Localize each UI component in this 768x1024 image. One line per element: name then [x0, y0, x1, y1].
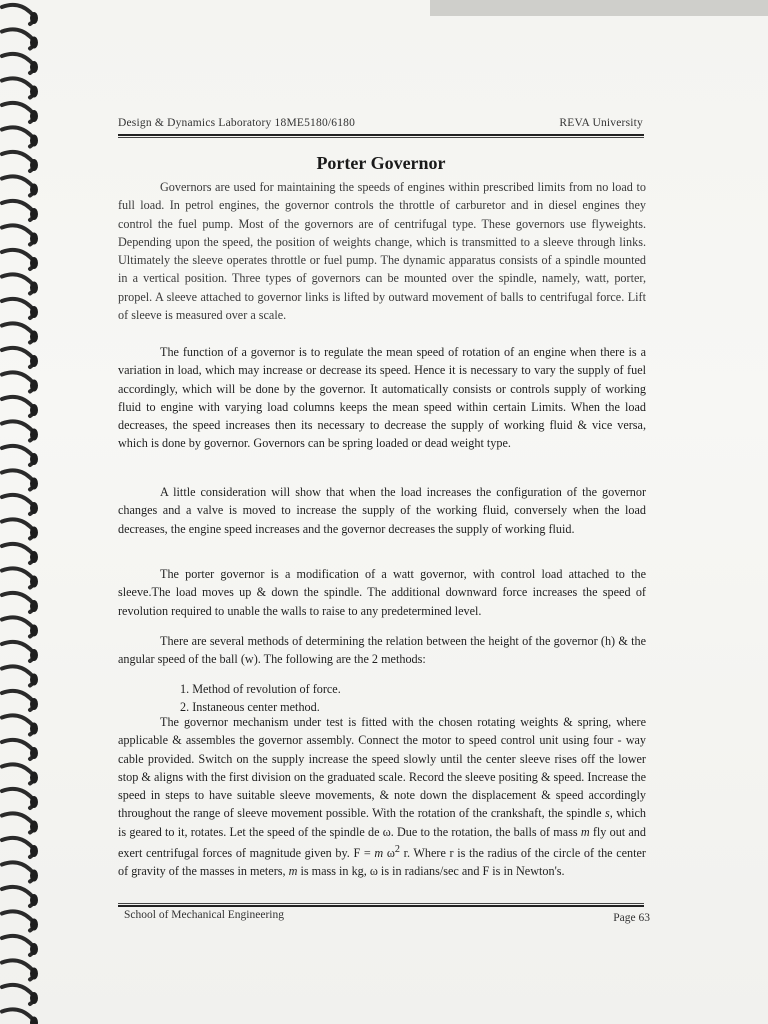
binding-hole	[30, 698, 38, 710]
binding-hole	[30, 845, 38, 857]
superscript-2: 2	[394, 844, 400, 856]
binding-coil	[2, 568, 34, 587]
procedure-text-part: fly out and exert centrifugal forces of magnitude given by. F =	[118, 824, 646, 861]
paragraph-consideration-text: A little consideration will show that when the load increases the configuration of the governor changes and a valve is moved to increase the supply of the working fluid, conversely when the load decreases, the engine speed increases and the governor decreases the supply of working fluid.	[118, 485, 646, 536]
binding-hole	[30, 478, 38, 490]
binding-coil	[2, 495, 34, 514]
binding-hole	[30, 870, 38, 882]
binding-coil	[2, 862, 34, 881]
paragraph-porter	[118, 565, 646, 620]
binding-hole	[30, 12, 38, 24]
binding-coil	[2, 1009, 34, 1024]
paragraph-porter-text: The porter governor is a modification of a watt governor, with control load attached to the sleeve.The load moves up & down the spindle. The additional downward force increases the speed of revolution required to unable the walls to raise to any predetermined level.	[118, 567, 646, 618]
paragraph-procedure	[118, 713, 646, 881]
paragraph-methods-intro-text: There are several methods of determining the relation between the height of the governor (h) & the angular speed of the ball (w). The following are the 2 methods:	[118, 634, 646, 667]
spiral-binding	[0, 0, 60, 1024]
binding-hole	[30, 135, 38, 147]
binding-coil	[2, 544, 34, 563]
binding-hole	[30, 943, 38, 955]
binding-hole	[30, 919, 38, 931]
binding-coil	[2, 593, 34, 612]
binding-coil	[2, 5, 34, 24]
paragraph-methods-intro	[118, 632, 646, 669]
binding-hole	[30, 282, 38, 294]
binding-coil	[2, 323, 34, 342]
binding-coil	[2, 642, 34, 661]
binding-hole	[30, 968, 38, 980]
binding-coil	[2, 691, 34, 710]
footer-left-text: School of Mechanical Engineering	[124, 909, 284, 921]
binding-coil	[2, 421, 34, 440]
list-item: 1. Method of revolution of force.	[180, 682, 341, 696]
symbol-m: m	[288, 864, 298, 879]
methods-list	[180, 680, 341, 717]
procedure-text-part: The governor mechanism under test is fitted with the chosen rotating weights & spring, where applicable & assembles the governor assembly. Connect the motor to speed control unit using four - way cable provided. Switch on the supply increase the speed slowly until the center sleeve rises off the lower stop & aligns with the first division on the graduated scale. Record the sleeve positing & speed. Increase the speed in steps to have suitable sleeve movements, & note down the displacement & speed accordingly throughout the range of sleeve movement possible. With the rotation of the crankshaft, the spindle	[118, 715, 646, 821]
binding-coil	[2, 666, 34, 685]
list-item: 2. Instaneous center method.	[180, 700, 320, 715]
binding-hole	[30, 86, 38, 98]
binding-hole	[30, 625, 38, 637]
binding-hole	[30, 747, 38, 759]
binding-coil	[2, 299, 34, 318]
binding-hole	[30, 355, 38, 367]
binding-coil	[2, 617, 34, 636]
paragraph-intro-text: Governors are used for maintaining the speeds of engines within prescribed limits from no load to full load. In petrol engines, the governor controls the throttle of carburetor and in diesel engines they control the fuel pump. Most of the governors are of centrifugal type. These governors use flyweights. Depending upon the speed, the position of weights change, which is transmitted to a sleeve through links. Ultimately the sleeve operates throttle or fuel pump. The dynamic apparatus consists of a spindle mounted in a vertical position. Three types of governors can be mounted over the spindle, namely, watt, porter, propel. A sleeve attached to governor links is lifted by outward movement of balls to centrifugal force. Lift of sleeve is measured over a scale.	[118, 180, 646, 323]
procedure-text-part: is mass in kg, ω is in radians/sec and F is in Newton's.	[297, 864, 565, 879]
paragraph-consideration	[118, 483, 646, 538]
binding-hole	[30, 821, 38, 833]
binding-hole	[30, 502, 38, 514]
binding-hole	[30, 772, 38, 784]
binding-coil	[2, 78, 34, 97]
page-title: Porter Governor	[316, 153, 446, 173]
binding-hole	[30, 674, 38, 686]
symbol-omega: ω	[383, 846, 395, 861]
binding-hole	[30, 233, 38, 245]
binding-coil	[2, 54, 34, 73]
binding-hole	[30, 257, 38, 269]
binding-coil	[2, 397, 34, 416]
binding-hole	[30, 600, 38, 612]
binding-hole	[30, 527, 38, 539]
binding-hole	[30, 723, 38, 735]
binding-hole	[30, 796, 38, 808]
binding-coil	[2, 764, 34, 783]
binding-coil	[2, 715, 34, 734]
binding-coil	[2, 838, 34, 857]
binding-coil	[2, 176, 34, 195]
binding-coil	[2, 225, 34, 244]
binding-hole	[30, 453, 38, 465]
binding-coil	[2, 813, 34, 832]
binding-coil	[2, 985, 34, 1004]
binding-coil	[2, 348, 34, 367]
binding-hole	[30, 551, 38, 563]
paragraph-function	[118, 343, 646, 453]
binding-hole	[30, 429, 38, 441]
binding-coil	[2, 152, 34, 171]
binding-hole	[30, 159, 38, 171]
paragraph-function-text: The function of a governor is to regulate the mean speed of rotation of an engine when there is a variation in load, which may increase or decrease its speed. Hence it is necessary to vary the supply of fuel accordingly, which will be done by the governor. It automatically consists or controls supply of working fluid to engine with varying load columns keeps the mean speed within certain Limits. When the load decreases, the speed increases then its necessary to decrease the supply of working fluid & vice versa, which is done by governor. Governors can be spring loaded or dead weight type.	[118, 345, 646, 451]
binding-coil	[2, 740, 34, 759]
symbol-s: s,	[605, 806, 613, 821]
binding-hole	[30, 649, 38, 661]
header-left-text: Design & Dynamics Laboratory 18ME5180/6180	[118, 117, 356, 129]
binding-coil	[2, 103, 34, 122]
paragraph-procedure-text	[118, 713, 646, 881]
binding-coil	[2, 936, 34, 955]
binding-coil	[2, 372, 34, 391]
binding-hole	[30, 37, 38, 49]
procedure-text-part: which is geared to it, rotates. Let the speed of the spindle de ω. Due to the rotation, the balls of mass	[118, 806, 646, 839]
binding-coil	[2, 29, 34, 48]
procedure-text-part: r. Where r is the radius of the circle of the center of gravity of the masses in meters,	[118, 846, 646, 879]
binding-coil	[2, 911, 34, 930]
binding-hole	[30, 110, 38, 122]
binding-hole	[30, 380, 38, 392]
background-edge	[430, 0, 768, 16]
symbol-m: m	[580, 824, 590, 839]
binding-hole	[30, 331, 38, 343]
binding-coil	[2, 519, 34, 538]
header-divider	[118, 134, 644, 138]
binding-coil	[2, 127, 34, 146]
binding-coil	[2, 446, 34, 465]
binding-hole	[30, 404, 38, 416]
binding-coil	[2, 789, 34, 808]
binding-coil	[2, 887, 34, 906]
binding-hole	[30, 576, 38, 588]
binding-coil	[2, 960, 34, 979]
header-right-text: REVA University	[559, 117, 643, 129]
binding-coil	[2, 470, 34, 489]
footer-divider	[118, 903, 644, 907]
binding-hole	[30, 894, 38, 906]
binding-coil	[2, 274, 34, 293]
binding-coil	[2, 250, 34, 269]
binding-hole	[30, 306, 38, 318]
page-number: Page 63	[613, 912, 650, 924]
symbol-m: m	[374, 846, 384, 861]
binding-hole	[30, 992, 38, 1004]
binding-hole	[30, 184, 38, 196]
binding-hole	[30, 208, 38, 220]
paragraph-intro	[118, 178, 646, 324]
binding-hole	[30, 61, 38, 73]
binding-coil	[2, 201, 34, 220]
